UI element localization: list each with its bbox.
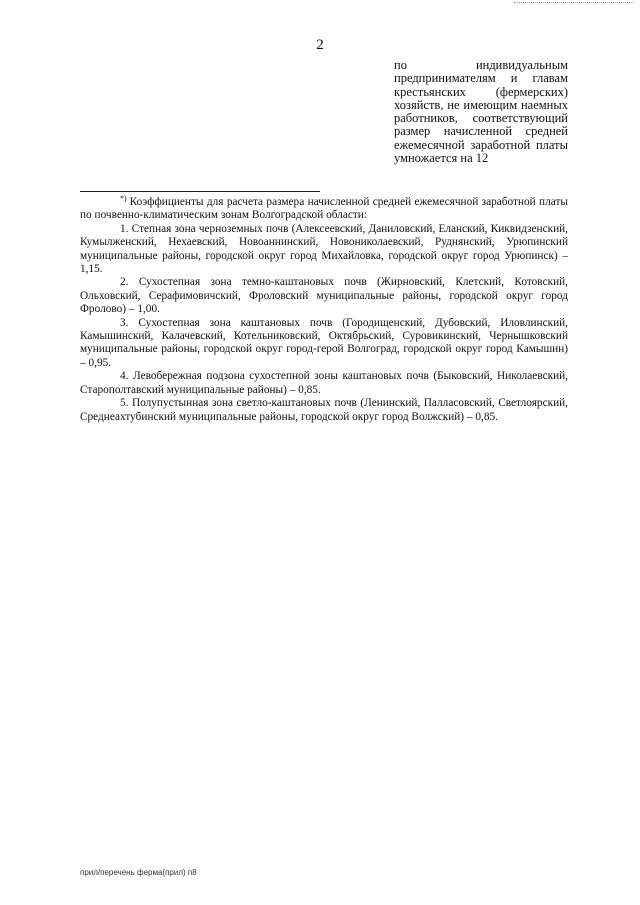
page-number: 2 bbox=[316, 37, 324, 53]
footnote-separator bbox=[80, 191, 320, 192]
footnote-item-1: 1. Степная зона черноземных почв (Алексеевский, Даниловский, Еланский, Киквидзенский, Кумылженский, Нехаевский, Новоаннинский, Новониколаевский, Руднянский, Урюпинский муниципальные районы, городской округ город Михайловка, городской округ город Урюпинск) – 1,15. bbox=[80, 222, 568, 276]
header-dotted-rule bbox=[514, 2, 634, 3]
footnote-intro-text: Коэффициенты для расчета размера начисленной средней ежемесячной заработной платы по почвенно-климатическим зонам Волгоградской области: bbox=[80, 196, 568, 222]
footnote-item-2: 2. Сухостепная зона темно-каштановых почв (Жирновский, Клетский, Котовский, Ольховский, Серафимовичский, Фроловский муниципальные районы, городской округ город Фролово) – 1,00. bbox=[80, 276, 568, 316]
footnote-intro bbox=[80, 196, 568, 223]
footnote-marker: *) bbox=[120, 194, 127, 203]
footnote-item-4: 4. Левобережная подзона сухостепной зоны каштановых почв (Быковский, Николаевский, Старополтавский муниципальные районы) – 0,85. bbox=[80, 370, 568, 396]
footnote-block bbox=[80, 196, 568, 424]
footnote-item-5: 5. Полупустынная зона светло-каштановых почв (Ленинский, Палласовский, Светлоярский, Среднеахтубинский муниципальные районы, городской округ город Волжский) – 0,85. bbox=[80, 397, 568, 423]
footnote-item-3: 3. Сухостепная зона каштановых почв (Городищенский, Дубовский, Иловлинский, Камышинский, Калачевский, Котельниковский, Октябрьский, Суровикинский, Чернышковский муниципальные районы, городской округ город-герой Волгоград, городской округ город Камышин) – 0,95. bbox=[80, 316, 568, 369]
table-cell-text: по индивидуальным предпринимателям и главам крестьянских (фермерских) хозяйств, не имеющим наемных работников, соответствующий размер начисленной средней ежемесячной заработной платы умножается на 12 bbox=[394, 58, 568, 166]
document-file-reference: прил/перечень ферма(прил) п8 bbox=[80, 868, 197, 877]
